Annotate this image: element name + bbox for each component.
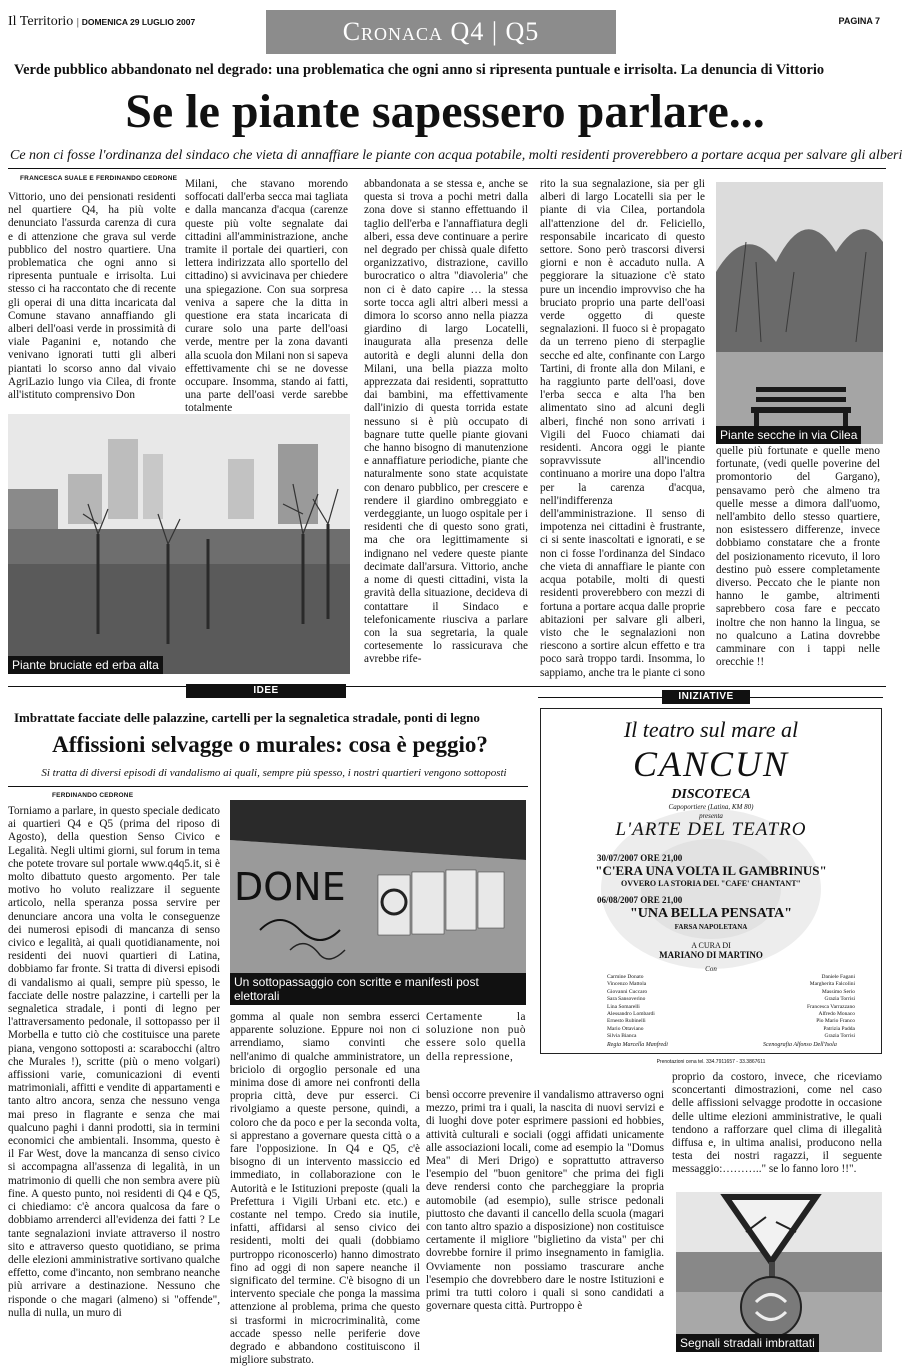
article2-title: Affissioni selvagge o murales: cosa è peggio? bbox=[52, 732, 488, 757]
ad-con: Con bbox=[705, 965, 717, 973]
ad-address: Capoportiere (Latina, KM 80) bbox=[668, 803, 754, 811]
ad-cura1: A CURA DI bbox=[691, 941, 731, 950]
article2-col3: bensì occorre prevenire il vandalismo attraverso ogni mezzo, primi tra i quali, la nascita di nuovi servizi e di luoghi dove poter esprimere passioni ed hobbies, attività culturali e sociali (oggi affidati unicamente alle associazioni locali, come ad esempio la "Domus Mea" di Meri Drigo) e soprattutto attraverso l'esempio del "buon genitore" che prima dei figli deve rendersi conto che parcheggiare la propria automobile (ad esempio), sulle strisce pedonali piuttosto che davanti il cancello della scuola (magari con tanto altro spazio a disposizione) non costituisce certamente il migliore "biglietino da vista" per chi dovrebbe fornire il primo insegnamento in famiglia. Ovviamente non possiamo trascurare anche l'esempio che dovrebbero dare le nostre Istituzioni e primi tra tutti coloro i quali si sono candidati a governare questa città. Purtroppo è bbox=[426, 1089, 664, 1313]
article1-bottom-rule bbox=[8, 686, 886, 687]
article1-title: Se le piante sapessero parlare... bbox=[125, 85, 765, 138]
ad-cast-right bbox=[791, 974, 855, 1041]
cast-member: Margherita Falcolini bbox=[809, 981, 855, 988]
burned-plants-image bbox=[8, 414, 350, 674]
roundabout-sign-icon bbox=[741, 1277, 801, 1337]
cast-member: Francesca Varrazzano bbox=[807, 1003, 855, 1010]
cast-member: Alessandro Lombardi bbox=[607, 1011, 655, 1018]
ad-title: L'ARTE DEL TEATRO bbox=[615, 819, 807, 840]
graffiti-text: DONE bbox=[234, 865, 346, 909]
cast-member: Alfredo Monaco bbox=[818, 1011, 855, 1018]
issue-date: DOMENICA 29 LUGLIO 2007 bbox=[81, 17, 196, 27]
article2-col2: gomma al quale non sembra esserci apparente soluzione. Eppure noi non ci arrendiamo, siamo convinti che nell'animo di qualche amministratore, un briciolo di orgoglio personale ed una minima dose di amore nei confronti della propria città, deve pur esserci. Ci rivolgiamo a queste persone, quindi, a coloro che da poco e per la seconda volta, si apprestano a governare questa città o a fare l'opposizione. In Q4 e Q5, c'è bisogno di un intervento massiccio ed immediato, in collaborazione con le Autorità e le Istituzioni preposte (quali la Prefettura i Vigili Urbani etc. etc.) e costante nel tempo. Credo sia inutile, infatti, affidarsi al senso civico dei residenti, molti dei quali (dobbiamo purtroppo riconoscerlo) hanno dimostrato fino ad oggi di non sapere neanche il significato del termine. C'è bisogno di un intervento speciale che ponga la massima attenzione al problema, prima che questo si trasformi in microcriminalità, come accade spesso nelle periferie dove degrado e abbandono costituiscono il migliore substrato. bbox=[230, 1011, 420, 1367]
article1-subtitle: Ce non ci fosse l'ordinanza del sindaco che vieta di annaffiare le piante con acqua potabile, molti residenti proverebbero a portare acqua per salvare gli alberi bbox=[10, 148, 902, 163]
article1-col2: Milani, che stavano morendo soffocati dall'erba secca mai tagliata e dalla mancanza d'acqua (carenze queste più volte segnalate dai cittadini all'amministrazione, anche tramite il portale dei quartieri, con lettera indirizzata allo sportello del cittadino) si avvicinava per chiedere una spiegazione. Con sua sorpresa veniva a sapere che la ditta in questione era stata incaricata di curare solo una parte dell'oasi verde, mentre per la zona davanti alla scuola don Milani non si sapeva effettivamente chi se ne dovesse occupare. Insomma, stando ai fatti, una parte dell'oasi verde sarebbe totalmente bbox=[185, 178, 348, 415]
cast-member: Grazia Torrisi bbox=[824, 1033, 855, 1040]
article2-byline: FERDINANDO CEDRONE bbox=[52, 792, 134, 799]
photo-burned-plants-caption: Piante bruciate ed erba alta bbox=[8, 656, 163, 674]
ad-show2-sub: FARSA NAPOLETANA bbox=[674, 923, 748, 931]
photo-bench bbox=[716, 182, 883, 444]
ad-regia: Regia Marcella Manfredi bbox=[607, 1042, 668, 1048]
ad-date2: 06/08/2007 ORE 21,00 bbox=[597, 895, 683, 905]
cast-member: Daniele Fagani bbox=[821, 974, 855, 980]
theater-ad bbox=[540, 708, 882, 1065]
article1-col1: Vittorio, uno dei pensionati residenti nel quartiere Q4, ha più volte denunciato l'assurda carenza di cura e di attenzione che grava sul verde pubblico del nostro quartiere. Una problematica che ogni anno si ripresenta puntuale e irrisolta. Lui stesso ci ha raccontato che di recente gli operai di una ditta incaricata dal Comune stavano annaffiando gli alberi dell'oasi verde in prossimità di viale Paganini e, notando che venivano ignorati tutti gli alberi piantati lo scorso anno dal vivaio AgriLazio lungo via Cilea, di fronte all'istituto comprensivo Don bbox=[8, 191, 176, 402]
cast-member: Sara Sansoverino bbox=[607, 996, 646, 1003]
cast-member: Ernesto Rubinelli bbox=[607, 1018, 646, 1025]
article1-col3: abbandonata a se stessa e, anche se questa si trova a pochi metri dalla zona dove si stanno effettuando il taglio dell'erba e l'annaffiatura degli alberi, essa deve continuare a perire nel degrado per chissà quale difetto organizzativo, distrazione, cavillo burocratico o altra "diavoleria" che non ci è dato capire … la stessa sorte tocca agli altri alberi messi a dimora lo scorso anno nella piazza giardino di largo Locatelli, inaugurata alla presenza delle autorità e degli alunni della don Milani, una bella piazza molto apprezzata dai residenti, soprattutto dai bambini, ma effettivamente dall'inizio di questa torrida estate nessuno si è più occupato di bagnare tutte quelle piante giovani che hanno bisogno di manutenzione e annaffiature periodiche, piante che naturalmente sono state acquistate con denaro pubblico, per crescere e rendere il giardino ombreggiato e verdeggiante, un luogo ospitale per i residenti che di questo sono grati, ma che ora legittimamente si indignano nel vedere queste piante decimate dall'arsura. Vittorio, anche a nome di questi cittadini, vista la gravità della situazione, decideva di contattare il Sindaco e telefonicamente riusciva a parlare con la sua segretaria, la quale cortesemente lo rassicurava che avrebbe rife- bbox=[364, 178, 528, 666]
ad-presenta: presenta bbox=[699, 812, 723, 820]
section-title: Cronaca Q4 | Q5 bbox=[342, 17, 540, 46]
cast-member: Grazia Torrisi bbox=[824, 996, 855, 1003]
ad-scenografia: Scenografia Alfonso Dell'Isola bbox=[763, 1042, 837, 1048]
article1-kicker: Verde pubblico abbandonato nel degrado: una problematica che ogni anno si ripresenta puntuale e irrisolta. La denuncia di Vittorio bbox=[14, 62, 825, 78]
ad-show2: "UNA BELLA PENSATA" bbox=[629, 906, 793, 921]
ad-venue: CANCUN bbox=[632, 744, 790, 784]
article1-byline: FRANCESCA SUALE E FERDINANDO CEDRONE bbox=[20, 175, 178, 182]
article2-col4: proprio da costoro, invece, che riceviamo sconcertanti dimostrazioni, come nel caso delle affissioni selvagge prodotte in occasione delle ultime elezioni amministrative, le quali tendono a rafforzare quel clima di illegalità diffusa e, in ultima analisi, producono nella testa dei nostri ragazzi, il seguente messaggio:……….." se lo fanno loro !!". bbox=[672, 1071, 882, 1176]
cast-member: Silvia Bianca bbox=[607, 1033, 637, 1040]
cast-member: Carmine Donato bbox=[607, 974, 644, 980]
photo-underpass-caption: Un sottopassaggio con scritte e manifesti post elettorali bbox=[230, 973, 526, 1005]
photo-road-signs bbox=[676, 1192, 882, 1352]
ad-sub: DISCOTECA bbox=[671, 787, 751, 802]
cast-member: Lina Somarelli bbox=[607, 1003, 640, 1010]
section-banner bbox=[266, 10, 616, 54]
idee-tag: IDEE bbox=[186, 684, 346, 698]
header-paper bbox=[8, 14, 195, 30]
bench-image bbox=[716, 182, 883, 444]
ad-show1-sub: OVVERO LA STORIA DEL "CAFE' CHANTANT" bbox=[621, 879, 801, 888]
article2-kicker: Imbrattate facciate delle palazzine, cartelli per la segnaletica stradale, ponti di legno bbox=[14, 710, 480, 725]
road-signs-image bbox=[676, 1192, 882, 1352]
cast-member: Giovanni Cuccaro bbox=[607, 988, 648, 995]
page-number: PAGINA 7 bbox=[838, 16, 880, 26]
photo-road-signs-caption: Segnali stradali imbrattati bbox=[676, 1334, 819, 1352]
cast-member: Mario Ottaviano bbox=[607, 1025, 644, 1032]
cast-member: Vincenzo Mattola bbox=[607, 981, 647, 988]
ad-cura2: MARIANO DI MARTINO bbox=[659, 950, 763, 960]
cast-member: Pio Mario Franco bbox=[816, 1018, 855, 1025]
article2-col3-top: Certamente la soluzione non può essere solo quella della repressione, bbox=[426, 1011, 526, 1063]
ad-date1: 30/07/2007 ORE 21,00 bbox=[597, 853, 683, 863]
article2-subtitle: Si tratta di diversi episodi di vandalismo ai quali, sempre più spesso, i nostri quartieri vengono sottoposti bbox=[41, 767, 507, 779]
header-separator: | bbox=[76, 16, 82, 28]
photo-bench-caption: Piante secche in via Cilea bbox=[716, 426, 861, 444]
paper-name: Il Territorio bbox=[8, 14, 74, 29]
article1-rule bbox=[8, 168, 886, 169]
cast-member: Massimo Serio bbox=[821, 988, 855, 995]
photo-underpass bbox=[230, 800, 526, 1005]
ad-show1: "C'ERA UNA VOLTA IL GAMBRINUS" bbox=[595, 863, 827, 878]
cast-member: Patrizia Padda bbox=[823, 1025, 855, 1032]
article1-col4: rito la sua segnalazione, sia per gli alberi di largo Locatelli sia per le piante di via Cilea, portandola all'attenzione del dr. Feliciello, responsabile incaricato di questo settore. Sono però trascorsi diversi giorni e non è accaduto nulla. A peggiorare la situazione c'è stato pure un incendio improvviso che ha bruciato proprio una parte dell'oasi verde oggetto di queste segnalazioni. Il fuoco si è propagato da un terreno pieno di sterpaglie secche ed alte, confinante con Largo Tartini, di fronte alla don Milani, e ha raggiunto parte dell'oasi, dove l'erba secca e alta l'ha ben alimentato sino ad alcuni degli alberi, finché non sono arrivati i Vigili del Fuoco chiamati dai residenti. Ancora oggi le piante sopravvissute all'incendio continuano a morire una dopo l'altra per la carenza d'acqua, nell'indifferenza dell'amministrazione. Il senso di impotenza nei cittadini è frustrante, ci si sente inascoltati e ignorati, e se non ci fosse l'ordinanza del Sindaco che vieta di annaffiare le piante con acqua potabile, molti di questi residenti proverebbero con mezzi di fortuna a portare acqua dalle proprie abitazioni per salvare gli alberi, visto che le segnalazioni non riescono a sortire alcun effetto e tra poco sarà troppo tardi. Insomma, lo sappiamo, anche tra le piante ci sono bbox=[540, 178, 705, 679]
ad-cast-left bbox=[607, 974, 655, 1041]
photo-burned-plants bbox=[8, 414, 350, 674]
article2-rule bbox=[8, 786, 528, 787]
article2-col1: Torniamo a parlare, in questo speciale dedicato ai quartieri Q4 e Q5 (prima del riposo di Agosto), della question Senso Civico e Legalità. Negli ultimi giorni, sul forum in tema che potete trovare sul portale www.q4q5.it, si è molto dibattuto questo argomento. Per tale motivo ho voluto realizzare il seguente articolo, nella speranza possa servire per denunciare ancora una volta le conseguenze dei numerosi episodi di mancanza di senso civico e legalità, ai quali quotidianamente, noi residenti dei nuovi quartieri di Latina, dobbiamo far fronte. Si tratta di diversi episodi di vandalismo ai quali, sempre più spesso, le facciate delle nostre palazzine, i cartelli per la segnaletica stradale, i ponti di legno per l'attraversamento pedonale, il sottopasso per il Morbella e tutto ciò che costituisce una parete piana, vengono sottoposti a: scarabocchi (altro che Murales !), scritte (più o meno volgari) affissioni varie, comunicazioni di eventi matrimoniali, affitti e vendite di appartamenti e tanto altro ancora, senza che nessuno venga mai preso in flagrante e senza che mai qualcuno paghi i danni prodotti, sia in termini economici che ambientali. Insomma, questo è il Far West, dove la mancanza di senso civico si accompagna all'assenza di legalità, in un matrimonio di quelli che non sembra avere più fine. A questo punto, noi residenti di Q4 e Q5, ci chiediamo: c'è ancora qualcosa da fare o dobbiamo arrenderci all'evidenza dei fatti ? Le tante segnalazioni inviate attraverso il nostro sito e attraverso questo quotidiano, se prima delle elezioni amministrative sortivano qualche effetto, come d'incanto, non sembrano neanche più arrivare a destinazione. Nessuno che risponde o che magari (almeno) si "offende", nulla di nulla, un muro di bbox=[8, 805, 220, 1319]
article1-col5: quelle più fortunate e quelle meno fortunate, (vedi quelle poverine del promontorio del Gargano), pensavamo però che almeno tra quelle messe a dimora dall'uomo, nell'ambito dello stesso quartiere, non esistessero differenze, invece dobbiamo constatare che a fronte del posizionamento ricevuto, il loro destino può essere completamente diverso. Peccato che le piante non hanno le gambe, altrimenti saprebbero cosa fare e peccato inoltre che non hanno la lingua, se no qualcuno a Latina dovrebbe camminare con i tappi nelle orecchie !! bbox=[716, 445, 880, 669]
ad-line1: Il teatro sul mare al bbox=[623, 717, 799, 742]
iniziative-tag: INIZIATIVE bbox=[662, 690, 750, 704]
ad-prenotazioni: Prenotazioni cena tel. 334.7911657 - 33.3867611 bbox=[656, 1059, 766, 1065]
